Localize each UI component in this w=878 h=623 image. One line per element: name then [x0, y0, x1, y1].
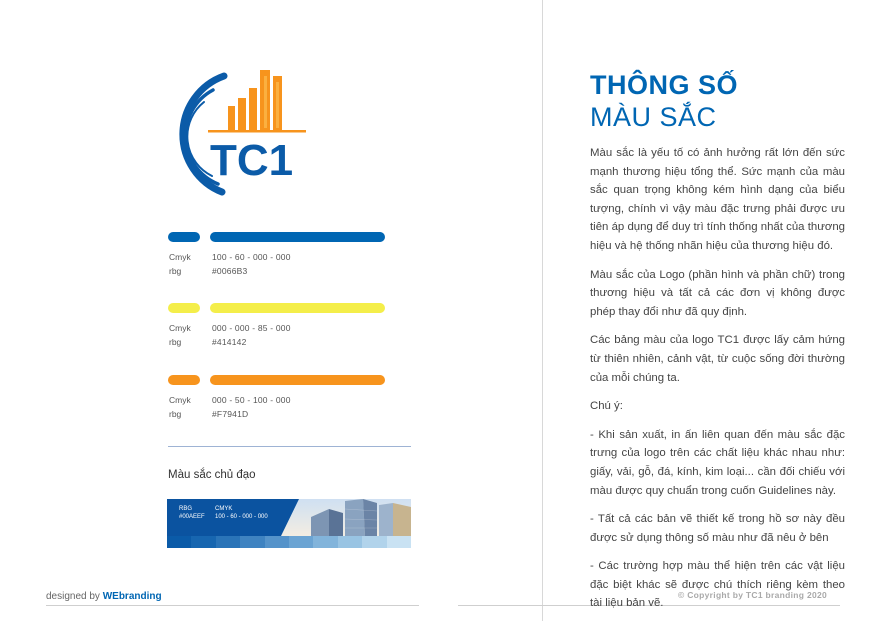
tint-strip-cell-3 [240, 536, 264, 548]
logo-text: TC1 [210, 136, 294, 185]
rgb-label: rbg [169, 337, 182, 347]
tint-strip-cell-1 [191, 536, 215, 548]
body-text [590, 144, 845, 623]
rgb-label: rbg [169, 266, 182, 276]
building-photo [281, 499, 411, 536]
swatch-orange-bar-long [210, 375, 385, 385]
heading-line2: MÀU SẮC [590, 102, 717, 132]
designed-by [46, 591, 162, 602]
rgb-value: #F7941D [212, 409, 249, 419]
paragraph: - Tất cả các bản vẽ thiết kế trong hồ sơ này đều được sử dụng thông số màu như đã nêu ở bên [590, 513, 845, 544]
tint-strip-cell-2 [216, 536, 240, 548]
cmyk-value: 000 - 50 - 100 - 000 [212, 395, 291, 405]
rgb-value: #414142 [212, 337, 247, 347]
swatch-blue [168, 232, 388, 282]
paragraph: Màu sắc là yếu tố có ảnh hưởng rất lớn đến sức mạnh thương hiệu tổng thể. Sức mạnh của màu sắc quan trọng không kém hình dạng của biểu tượng, chính vì vậy màu đặc trưng phải được ưu tiên áp dụng để duy trì tính thống nhất của thương hiệu và hệ thống nhãn hiệu của thương hiệu đó. [590, 147, 845, 252]
swatch-orange-bar-short [168, 375, 200, 385]
section-divider [168, 446, 411, 447]
tc1-logo [166, 64, 314, 200]
tint-strip-cell-5 [289, 536, 313, 548]
banner-top [167, 499, 411, 536]
footer-line-left [46, 605, 419, 606]
paragraph: - Khi sản xuất, in ấn liên quan đến màu sắc đặc trưng của logo trên các chất liệu khác nhau như: giấy, vải, gỗ, đá, kính, kim loại... cần đối chiếu với màu được quy chuẩn trong cuốn Guidelines này. [590, 428, 845, 497]
designed-prefix: designed by [46, 591, 100, 602]
tint-strip-cell-6 [313, 536, 337, 548]
swatch-blue-bar-short [168, 232, 200, 242]
designed-brand: WEbranding [102, 591, 162, 602]
paragraph: - Các trường hợp màu thể hiện trên các vật liệu đặc biệt khác sẽ được chú thích riêng kèm theo tài liệu bản vẽ. [590, 560, 845, 610]
paragraph: Chú ý: [590, 400, 623, 413]
banner-cmyk-value: 100 - 60 - 000 - 000 [215, 514, 268, 520]
cmyk-label: Cmyk [169, 395, 191, 405]
tint-strip-cell-8 [362, 536, 386, 548]
heading-line1: THÔNG SỐ [590, 70, 739, 100]
main-color-banner [167, 499, 411, 549]
tint-strip [167, 536, 411, 548]
banner-rgb-value: #00AEEF [179, 514, 205, 520]
cmyk-value: 100 - 60 - 000 - 000 [212, 252, 291, 262]
copyright: © Copyright by TC1 branding 2020 [678, 590, 828, 600]
rgb-value: #0066B3 [212, 266, 248, 276]
paragraph: Các bảng màu của logo TC1 được lấy cảm hứng từ thiên nhiên, cảnh vật, từ cuộc sống đời thường của mỗi chúng ta. [590, 334, 845, 384]
page-divider [542, 0, 543, 621]
swatch-yellow [168, 303, 388, 353]
paragraph: Màu sắc của Logo (phần hình và phần chữ) trong thương hiệu và tất cả các đơn vị không được phép thay đổi như đã quy định. [590, 268, 845, 318]
tint-strip-cell-0 [167, 536, 191, 548]
tint-strip-cell-4 [265, 536, 289, 548]
tint-strip-cell-7 [338, 536, 362, 548]
banner-cmyk-label: CMYK [215, 506, 233, 512]
banner-rgb-label: RBG [179, 506, 193, 512]
tint-strip-cell-9 [387, 536, 411, 548]
cmyk-label: Cmyk [169, 252, 191, 262]
cmyk-label: Cmyk [169, 323, 191, 333]
swatch-yellow-bar-long [210, 303, 385, 313]
main-color-title: Màu sắc chủ đạo [168, 469, 256, 481]
swatch-blue-bar-long [210, 232, 385, 242]
rgb-label: rbg [169, 409, 182, 419]
swatch-yellow-bar-short [168, 303, 200, 313]
cmyk-value: 000 - 000 - 85 - 000 [212, 323, 291, 333]
swatch-orange [168, 375, 388, 425]
